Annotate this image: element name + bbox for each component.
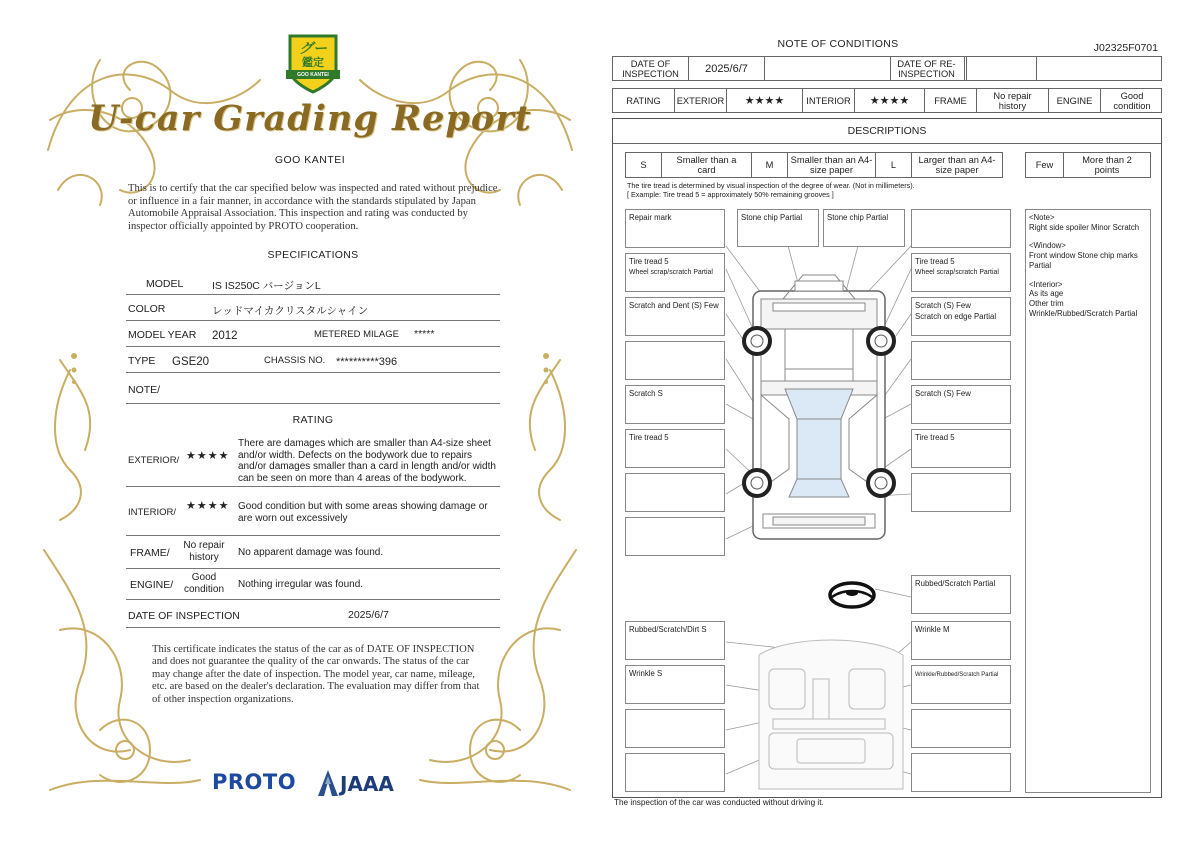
callout-right-4 (911, 341, 1011, 380)
certificate-subtitle: GOO KANTEI (274, 154, 346, 166)
model-year-row (126, 321, 500, 347)
callout-rear-left-tire (625, 429, 725, 468)
legend-l-text: Larger than an A4-size paper (918, 155, 996, 175)
callout-int-right-2 (911, 665, 1011, 704)
engine-description: Nothing irregular was found. (238, 579, 364, 590)
badge-ribbon-text: GOO KANTEI (297, 71, 329, 78)
frame-label: FRAME (925, 89, 977, 112)
callout-text: Wrinkle/Rubbed/Scratch Partial (915, 672, 999, 678)
jaaa-logo (318, 770, 394, 801)
callout-text: Tire tread 5 (915, 257, 955, 266)
exterior-stars: ★★★★ (727, 89, 803, 112)
model-label: MODEL (146, 278, 184, 290)
note-title: NOTE OF CONDITIONS (777, 38, 899, 50)
steering-wheel-icon (830, 583, 874, 607)
inspection-date-label: DATE OF INSPECTION (613, 57, 689, 80)
certificate-title: U-car Grading Report (88, 98, 532, 139)
inspection-date-label: DATE OF INSPECTION (128, 610, 240, 622)
frame-description: No apparent damage was found. (238, 547, 384, 558)
frame-row (126, 536, 500, 569)
proto-logo: PROTO (212, 770, 297, 794)
legend-m-text: Smaller than an A4-size paper (788, 153, 876, 177)
reinspection-label: DATE OF RE-INSPECTION (889, 57, 965, 80)
callout-left-3 (625, 297, 725, 336)
report-id: J02325F0701 (1093, 42, 1158, 54)
callout-text: Scratch S (629, 389, 663, 398)
mileage-label: METERED MILAGE (314, 329, 399, 340)
callout-front-right-tire (911, 253, 1011, 292)
certificate-footer: This certificate indicates the status of the car as of DATE OF INSPECTION and does not guarantee the quality of the car onwards. The status of the car may change after the date of inspection. The model year, car name, mileage, etc. are based on the dealer's declaration. The evaluation may differ from that of other inspection organizations. (152, 644, 480, 705)
interior-line-1: As its age (1029, 289, 1064, 299)
jaaa-logo-text: JAAA (340, 772, 394, 796)
type-label: TYPE (128, 355, 156, 367)
window-heading: <Window> (1029, 241, 1066, 251)
callout-text: Rubbed/Scratch/Dirt S (629, 625, 707, 634)
interior-line-3: Wrinkle/Rubbed/Scratch Partial (1029, 308, 1138, 318)
jaaa-emblem-icon (318, 770, 338, 796)
model-value: IS IS250C バージョンL (212, 280, 321, 292)
note-of-conditions (612, 0, 1164, 848)
type-value: GSE20 (172, 356, 210, 368)
legend-few-text: More than 2 points (1082, 155, 1132, 175)
legend-l-key: L (876, 153, 912, 177)
goo-kantei-badge (284, 32, 342, 94)
engine-row (126, 569, 500, 600)
specifications-heading: SPECIFICATIONS (267, 249, 359, 261)
callout-text: Tire tread 5 (629, 257, 669, 266)
callout-stone-chip-2 (823, 209, 905, 247)
blank-cell (1037, 57, 1163, 80)
color-value: レッドマイカクリスタルシャイン (212, 305, 369, 317)
callout-text: Wheel scrap/scratch Partial (629, 269, 713, 276)
color-row (126, 295, 500, 321)
callout-left-7 (625, 473, 725, 512)
inspection-date-value: 2025/6/7 (348, 609, 389, 621)
note-row (126, 373, 500, 404)
callout-text: Stone chip Partial (827, 213, 889, 222)
side-notes (1025, 209, 1151, 793)
interior-label: INTERIOR/ (128, 507, 177, 518)
logos (212, 768, 412, 798)
callout-repair-mark (625, 209, 725, 248)
type-row (126, 347, 500, 373)
callout-left-5 (625, 385, 725, 424)
inspection-dates-row (612, 56, 1162, 81)
interior-heading: <Interior> (1029, 279, 1063, 289)
interior-description: Good condition but with some areas showing damage or are worn out excessively (238, 501, 488, 524)
note-label: NOTE/ (128, 384, 161, 396)
engine-value: Good condition (183, 572, 225, 595)
callout-text: Rubbed/Scratch Partial (915, 579, 996, 588)
exterior-label: EXTERIOR (675, 89, 727, 112)
model-year-label: MODEL YEAR (128, 329, 197, 341)
engine-value: Good condition (1113, 90, 1151, 111)
exterior-rating-row (126, 435, 500, 487)
legend-m-key: M (752, 153, 788, 177)
callout-text: Repair mark (629, 213, 672, 222)
callout-right-3 (911, 297, 1011, 336)
frame-value: No repair history (977, 89, 1049, 112)
chassis-value: **********396 (336, 356, 398, 368)
note-footer: The inspection of the car was conducted without driving it. (614, 798, 824, 807)
interior-label: INTERIOR (803, 89, 855, 112)
callout-rear-right-tire (911, 429, 1011, 468)
callout-right-7 (911, 473, 1011, 512)
callout-front-left-tire (625, 253, 725, 292)
callout-steering (911, 575, 1011, 614)
legend-few-key: Few (1026, 153, 1064, 177)
window-body: Front window Stone chip marks Partial (1029, 251, 1138, 270)
note-heading: <Note> (1029, 213, 1055, 222)
legend-s-text: Smaller than a card (662, 153, 752, 177)
color-label: COLOR (128, 303, 166, 315)
grading-certificate (40, 30, 580, 820)
frame-value: No repair history (183, 540, 225, 563)
interior-stars: ★★★★ (186, 500, 230, 512)
callout-text: Wrinkle M (915, 625, 950, 634)
badge-text-bottom: 鑑定 (302, 57, 324, 69)
descriptions-panel (612, 118, 1162, 798)
exterior-description: There are damages which are smaller than A4-size sheet and/or width. Defects on the bodywork due to repairs and/or damages smaller than a card in length and/or width can be seen on more than 4 areas of the bodywork. (238, 438, 496, 484)
callout-stone-chip-1 (737, 209, 819, 247)
interior-rating-row (126, 487, 500, 536)
callout-left-8 (625, 517, 725, 556)
rating-label: RATING (613, 89, 675, 112)
inspection-date-row (126, 600, 500, 628)
callout-text: Scratch (S) Few (915, 389, 971, 398)
blank-cell (765, 57, 891, 80)
callout-text: Stone chip Partial (741, 213, 803, 222)
callout-left-4 (625, 341, 725, 380)
callout-text: Scratch and Dent (S) Few (629, 301, 719, 310)
callout-int-right-3 (911, 709, 1011, 748)
callout-int-right-4 (911, 753, 1011, 792)
car-interior-view (759, 640, 903, 789)
callout-text: Tire tread 5 (915, 433, 955, 442)
callout-int-right-1 (911, 621, 1011, 660)
car-top-view (744, 275, 894, 539)
rating-row (612, 88, 1162, 113)
inspection-date-value: 2025/6/7 (689, 57, 765, 80)
exterior-label: EXTERIOR/ (128, 455, 180, 466)
callout-int-left-2 (625, 665, 725, 704)
callout-text: Scratch on edge Partial (915, 312, 997, 321)
callout-right-5 (911, 385, 1011, 424)
interior-stars: ★★★★ (855, 89, 925, 112)
legend-s-key: S (626, 153, 662, 177)
tire-example: [ Example: Tire tread 5 = approximately 50% remaining grooves ] (627, 190, 834, 199)
descriptions-heading: DESCRIPTIONS (613, 119, 1161, 144)
reinspection-value (965, 57, 1037, 80)
badge-text-top: グー (299, 40, 327, 56)
model-year-value: 2012 (212, 330, 238, 342)
callout-int-left-4 (625, 753, 725, 792)
callout-text: Wheel scrap/scratch Partial (915, 269, 999, 276)
engine-label: ENGINE/ (130, 579, 174, 591)
exterior-stars: ★★★★ (186, 450, 230, 462)
callout-int-left-1 (625, 621, 725, 660)
engine-label: ENGINE (1049, 89, 1101, 112)
rating-heading: RATING (292, 414, 334, 426)
callout-text: Tire tread 5 (629, 433, 669, 442)
model-row (126, 270, 500, 295)
callout-text: Wrinkle S (629, 669, 663, 678)
callout-text: Scratch (S) Few (915, 301, 971, 310)
note-body: Right side spoiler Minor Scratch (1029, 222, 1140, 232)
chassis-label: CHASSIS NO. (264, 355, 326, 366)
frame-label: FRAME/ (130, 547, 170, 559)
certificate-intro: This is to certify that the car specified below was inspected and rated without prejudice or influence in a fair manner, in accordance with the standards stipulated by Japan Automobile Appraisal Association. This inspection and rating was conducted by inspector officially appointed by PROTO cooperation. (128, 183, 498, 232)
interior-line-2: Other trim (1029, 298, 1064, 308)
callout-int-left-3 (625, 709, 725, 748)
tire-note: The tire tread is determined by visual inspection of the degree of wear. (Not in millimeters). (627, 181, 915, 190)
callout-top-right (911, 209, 1011, 248)
mileage-value: ***** (414, 328, 435, 340)
